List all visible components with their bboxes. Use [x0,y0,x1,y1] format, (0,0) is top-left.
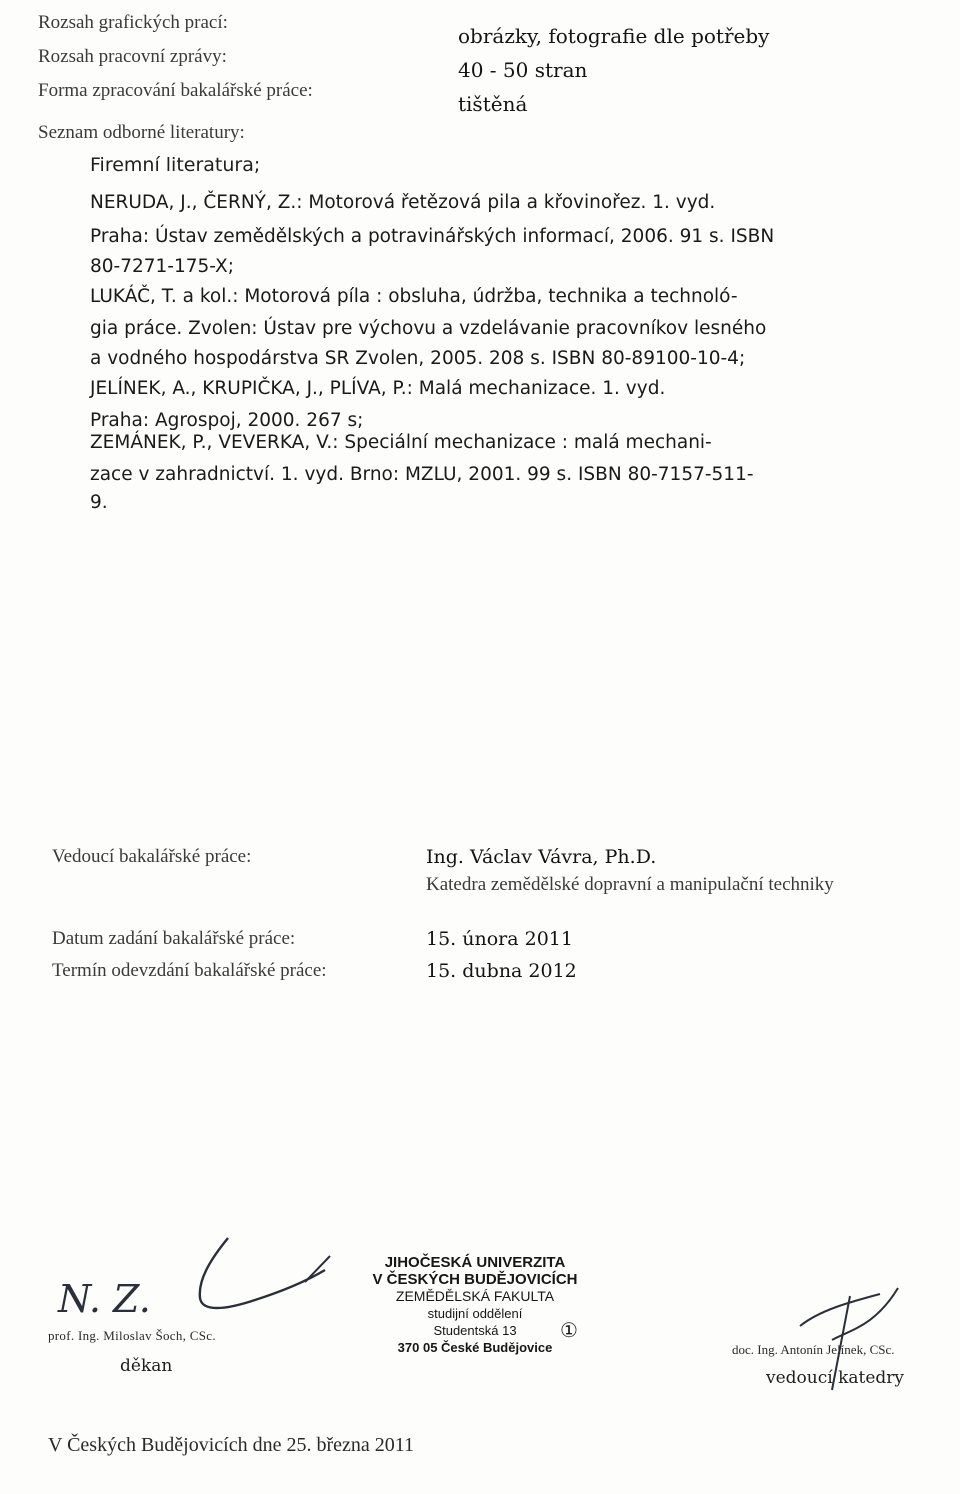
literature-heading: Seznam odborné literatury: [38,122,245,143]
dean-initials: N. Z. [58,1277,151,1321]
stamp-line: ZEMĚDĚLSKÁ FAKULTA [395,1288,555,1304]
head-name: doc. Ing. Antonín Jelínek, CSc. [732,1342,895,1357]
supervisor-department: Katedra zemědělské dopravní a manipulační techniky [426,874,834,895]
supervisor-label: Vedoucí bakalářské práce: [52,846,252,867]
assigned-date-value: 15. února 2011 [426,928,573,950]
literature-line: LUKÁČ, T. a kol.: Motorová píla : obsluha, údržba, technika a technoló- [90,286,738,307]
stamp-number-mark: ① [560,1318,578,1342]
assigned-date-label: Datum zadání bakalářské práce: [52,928,296,949]
literature-line: 80-7271-175-X; [90,256,234,277]
stamp-line: 370 05 České Budějovice [397,1340,553,1355]
literature-line: a vodného hospodárstva SR Zvolen, 2005. 208 s. ISBN 80-89100-10-4; [90,348,746,369]
stamp-line: Studentská 13 [433,1323,517,1338]
report-scope-value: 40 - 50 stran [458,58,588,82]
dean-signature [50,1220,350,1330]
literature-line: gia práce. Zvolen: Ústav pre výchovu a vzdelávanie pracovníkov lesného [90,318,767,339]
head-title: vedoucí katedry [766,1368,905,1388]
dean-title: děkan [120,1356,173,1376]
graphics-scope-label: Rozsah grafických prací: [38,12,228,33]
literature-line: JELÍNEK, A., KRUPIČKA, J., PLÍVA, P.: Malá mechanizace. 1. vyd. [90,378,666,399]
stamp-line: V ČESKÝCH BUDĚJOVICÍCH [372,1271,578,1288]
due-date-value: 15. dubna 2012 [426,960,577,982]
form-label: Forma zpracování bakalářské práce: [38,80,313,101]
form-value: tištěná [458,92,528,116]
literature-subheading: Firemní literatura; [90,154,261,176]
literature-line: Praha: Ústav zemědělských a potravinářských informací, 2006. 91 s. ISBN [90,226,775,247]
faculty-stamp [360,1254,590,1356]
literature-line: zace v zahradnictví. 1. vyd. Brno: MZLU, 2001. 99 s. ISBN 80-7157-511- [90,464,754,485]
literature-line: Praha: Agrospoj, 2000. 267 s; [90,410,364,431]
literature-line: ZEMÁNEK, P., VEVERKA, V.: Speciální mechanizace : malá mechani- [90,432,712,453]
supervisor-name: Ing. Václav Vávra, Ph.D. [426,846,657,868]
due-date-label: Termín odevzdání bakalářské práce: [52,960,327,981]
literature-line: NERUDA, J., ČERNÝ, Z.: Motorová řetězová pila a křovinořez. 1. vyd. [90,192,716,213]
dean-name: prof. Ing. Miloslav Šoch, CSc. [48,1328,216,1343]
graphics-scope-value: obrázky, fotografie dle potřeby [458,24,770,48]
report-scope-label: Rozsah pracovní zprávy: [38,46,227,67]
literature-line: 9. [90,492,108,513]
stamp-line: JIHOČESKÁ UNIVERZITA [384,1254,566,1271]
stamp-line: studijní oddělení [427,1306,523,1321]
place-date: V Českých Budějovicích dne 25. března 2011 [48,1434,415,1456]
